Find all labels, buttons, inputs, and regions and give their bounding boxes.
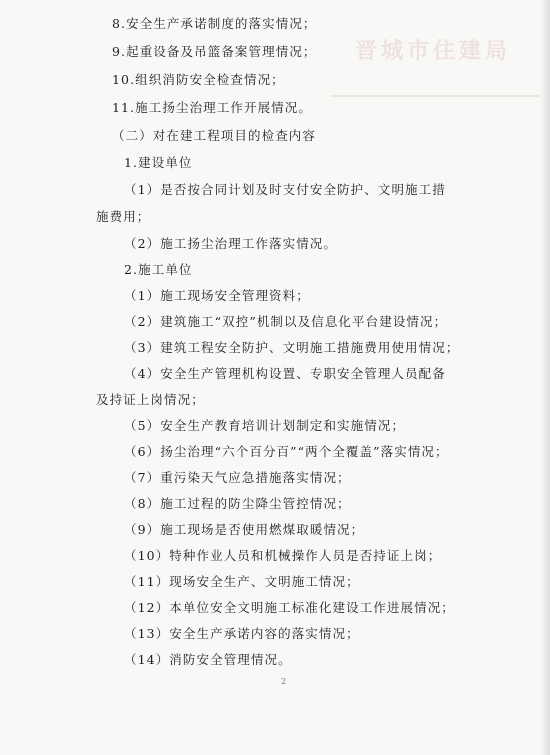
- text-line-8: 施费用；: [96, 209, 151, 224]
- text-line-20: （9）施工现场是否使用燃煤取暖情况；: [124, 522, 365, 537]
- text-line-17: （6）扬尘治理“六个百分百”“两个全覆盖”落实情况；: [124, 444, 449, 459]
- text-line-11: （1）施工现场安全管理资料；: [124, 288, 310, 303]
- text-line-18: （7）重污染天气应急措施落实情况；: [124, 470, 351, 485]
- text-line-1: 8.安全生产承诺制度的落实情况；: [112, 16, 317, 31]
- text-line-25: （14）消防安全管理情况。: [124, 652, 292, 667]
- text-line-16: （5）安全生产教育培训计划制定和实施情况；: [124, 418, 406, 433]
- text-line-4: 11.施工扬尘治理工作开展情况。: [112, 100, 312, 115]
- subheading-construction-unit: 1.建设单位: [124, 155, 193, 170]
- text-line-22: （11）现场安全生产、文明施工情况；: [124, 574, 360, 589]
- text-line-19: （8）施工过程的防尘降尘管控情况；: [124, 496, 351, 511]
- text-line-15: 及持证上岗情况；: [96, 392, 205, 407]
- subheading-contractor-unit: 2.施工单位: [124, 262, 193, 277]
- page-number: 2: [281, 677, 287, 686]
- section-heading: （二）对在建工程项目的检查内容: [112, 128, 317, 143]
- text-line-23: （12）本单位安全文明施工标准化建设工作进展情况；: [124, 600, 455, 615]
- text-line-14: （4）安全生产管理机构设置、专职安全管理人员配备: [124, 366, 446, 381]
- text-line-7: （1）是否按合同计划及时支付安全防护、文明施工措: [124, 182, 446, 197]
- bleed-through-letterhead: 晋城市住建局: [355, 38, 512, 64]
- text-line-3: 10.组织消防安全检查情况；: [112, 72, 285, 87]
- text-line-12: （2）建筑施工“双控”机制以及信息化平台建设情况；: [124, 314, 448, 329]
- text-line-9: （2）施工扬尘治理工作落实情况。: [124, 236, 338, 251]
- text-line-13: （3）建筑工程安全防护、文明施工措施费用使用情况；: [124, 340, 460, 355]
- scan-edge-shadow: [540, 0, 550, 755]
- text-line-24: （13）安全生产承诺内容的落实情况；: [124, 626, 360, 641]
- text-line-21: （10）特种作业人员和机械操作人员是否持证上岗；: [124, 548, 442, 563]
- bleed-through-rule: [330, 95, 540, 97]
- text-line-2: 9.起重设备及吊篮备案管理情况；: [112, 44, 317, 59]
